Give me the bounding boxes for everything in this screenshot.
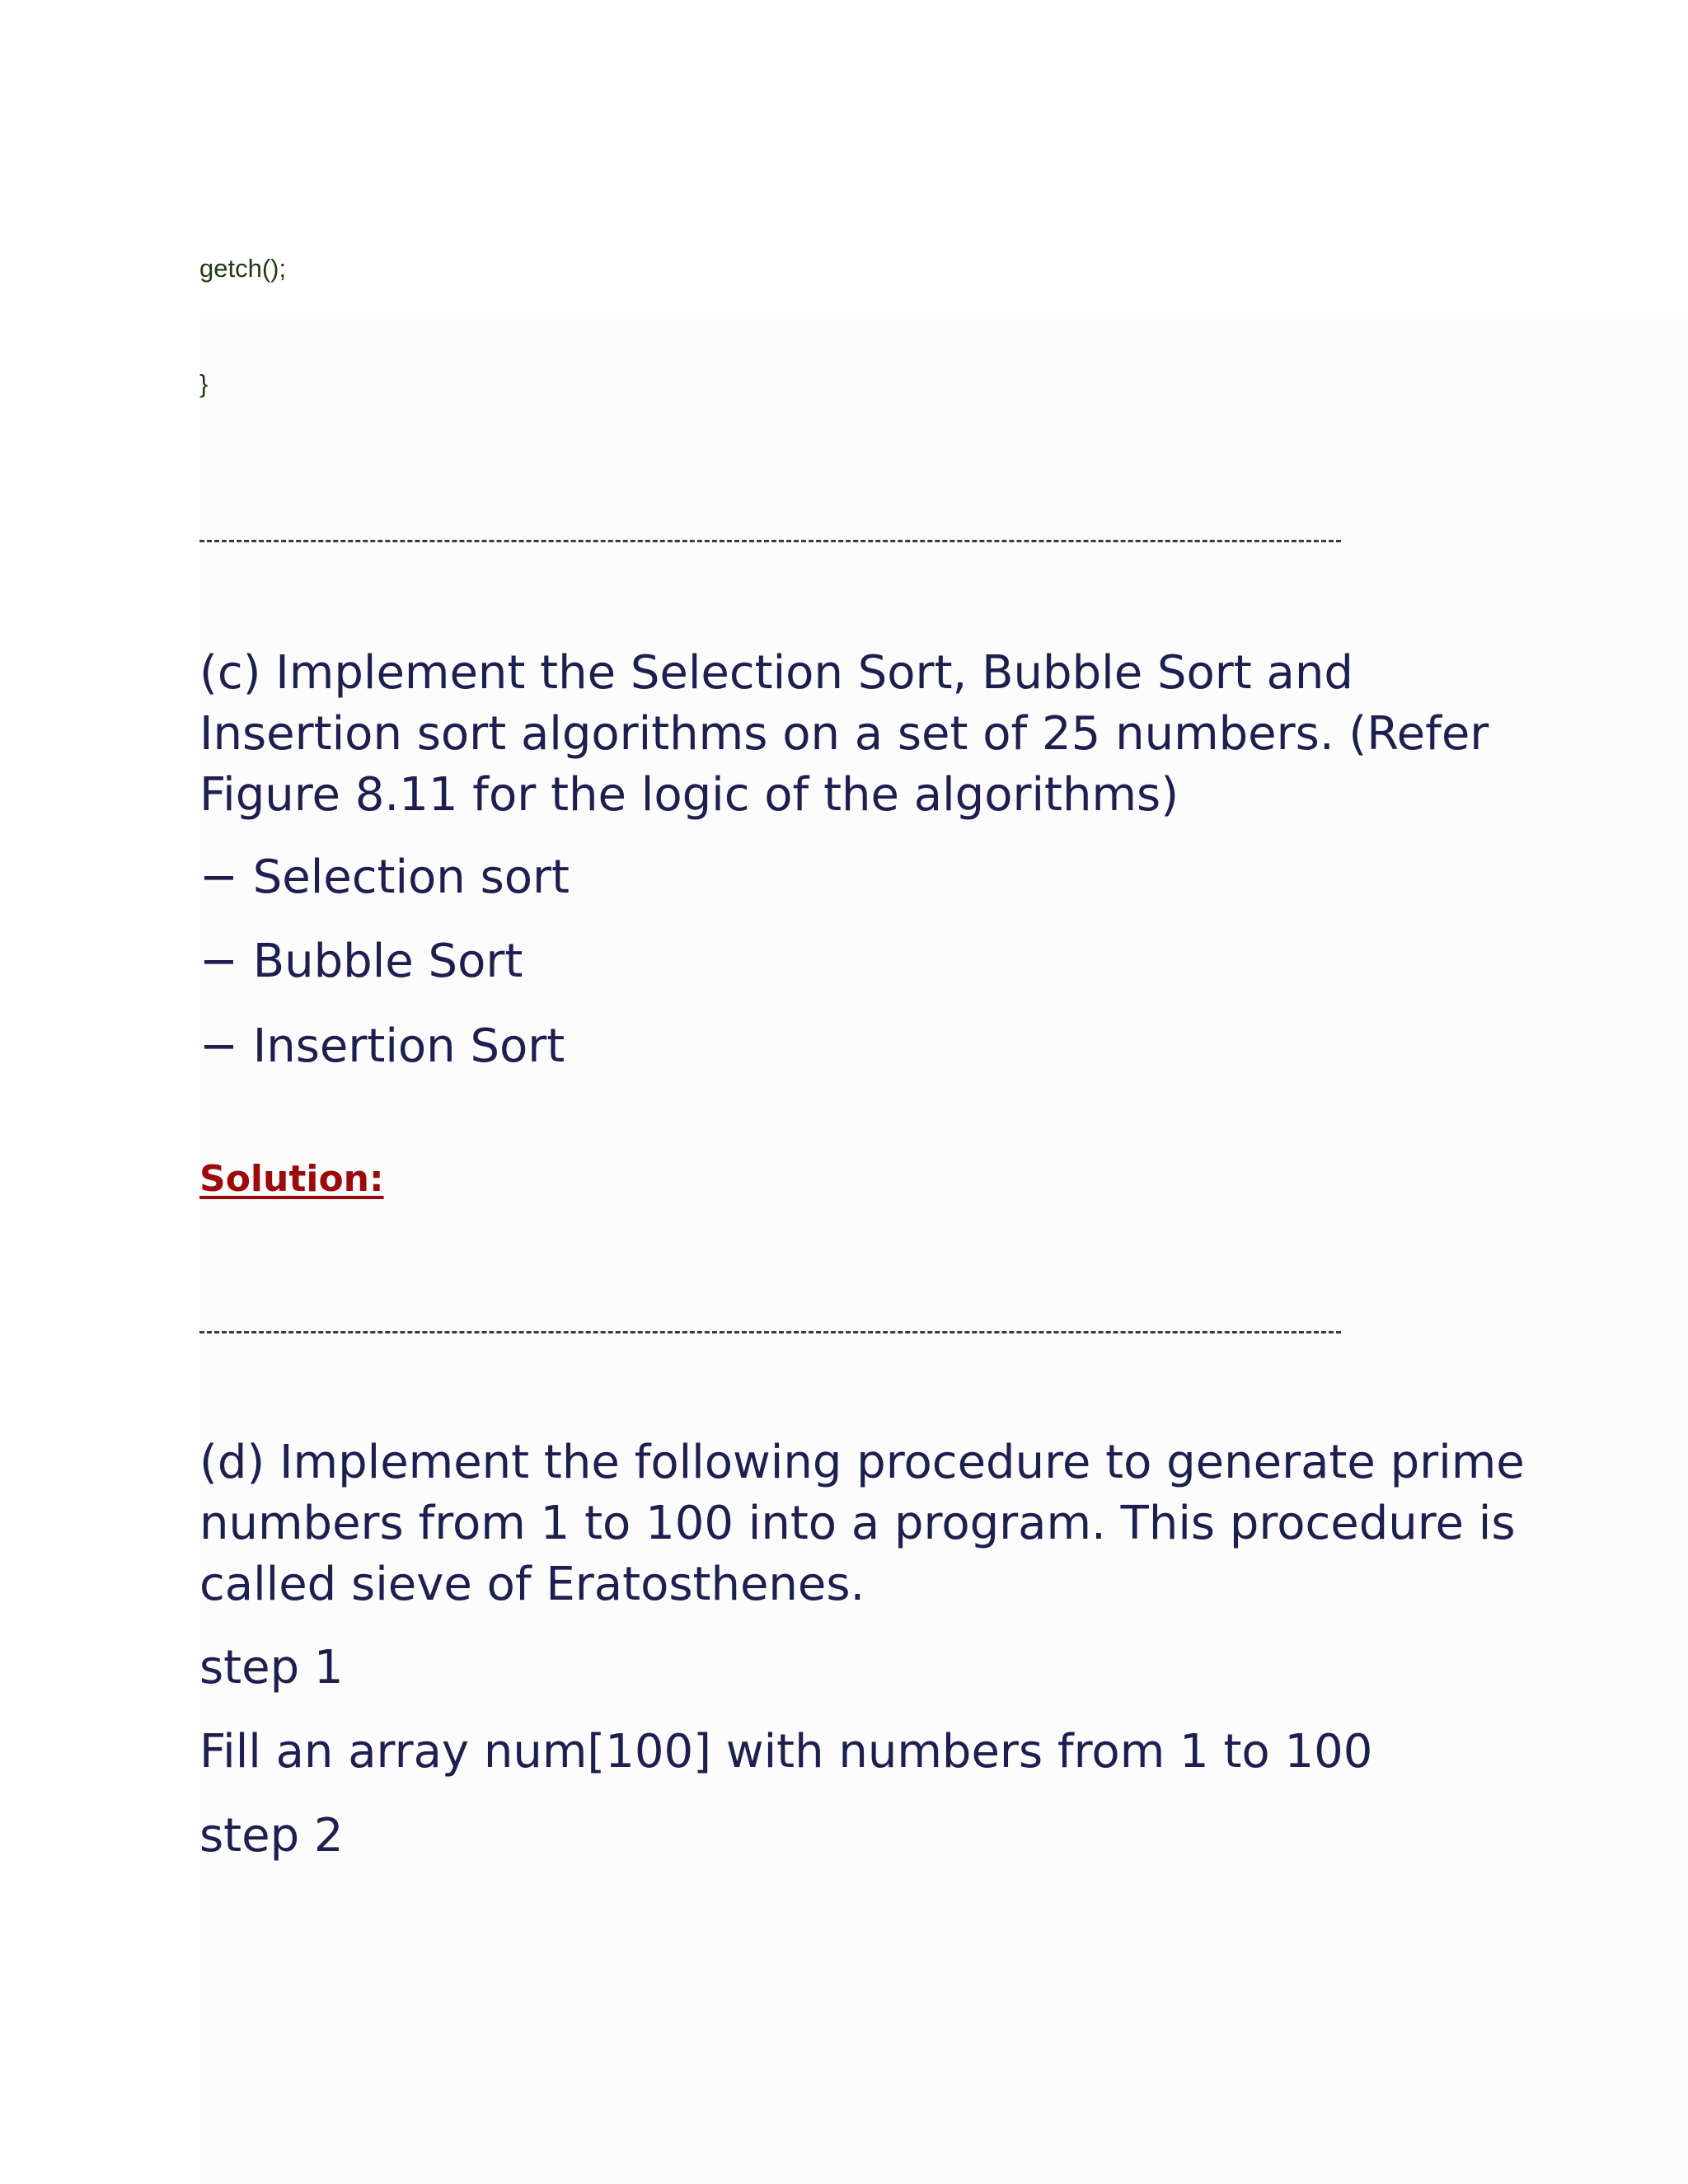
code-line-getch: getch(); [199, 254, 287, 283]
separator-line-2 [199, 1331, 1341, 1333]
question-c-text: (c) Implement the Selection Sort, Bubble Sort and Insertion sort algorithms on a set of 25 numbers. (Refer Figure 8.11 for the logic of the algorithms) [199, 646, 1489, 822]
list-item-selection-sort: − Selection sort [199, 851, 570, 904]
step-2-label: step 2 [199, 1809, 344, 1863]
question-d-text: (d) Implement the following procedure to generate prime numbers from 1 to 100 into a program. This procedure is called sieve of Eratosthenes. [199, 1436, 1525, 1611]
solution-heading: Solution: [199, 1158, 384, 1200]
list-item-bubble-sort: − Bubble Sort [199, 935, 523, 988]
list-item-insertion-sort: − Insertion Sort [199, 1019, 565, 1073]
page-background [199, 313, 1688, 2184]
step-1-label: step 1 [199, 1641, 344, 1694]
code-line-close-brace: } [199, 369, 209, 398]
separator-line-1 [199, 540, 1341, 542]
step-1-description: Fill an array num[100] with numbers from 1 to 100 [199, 1725, 1373, 1779]
